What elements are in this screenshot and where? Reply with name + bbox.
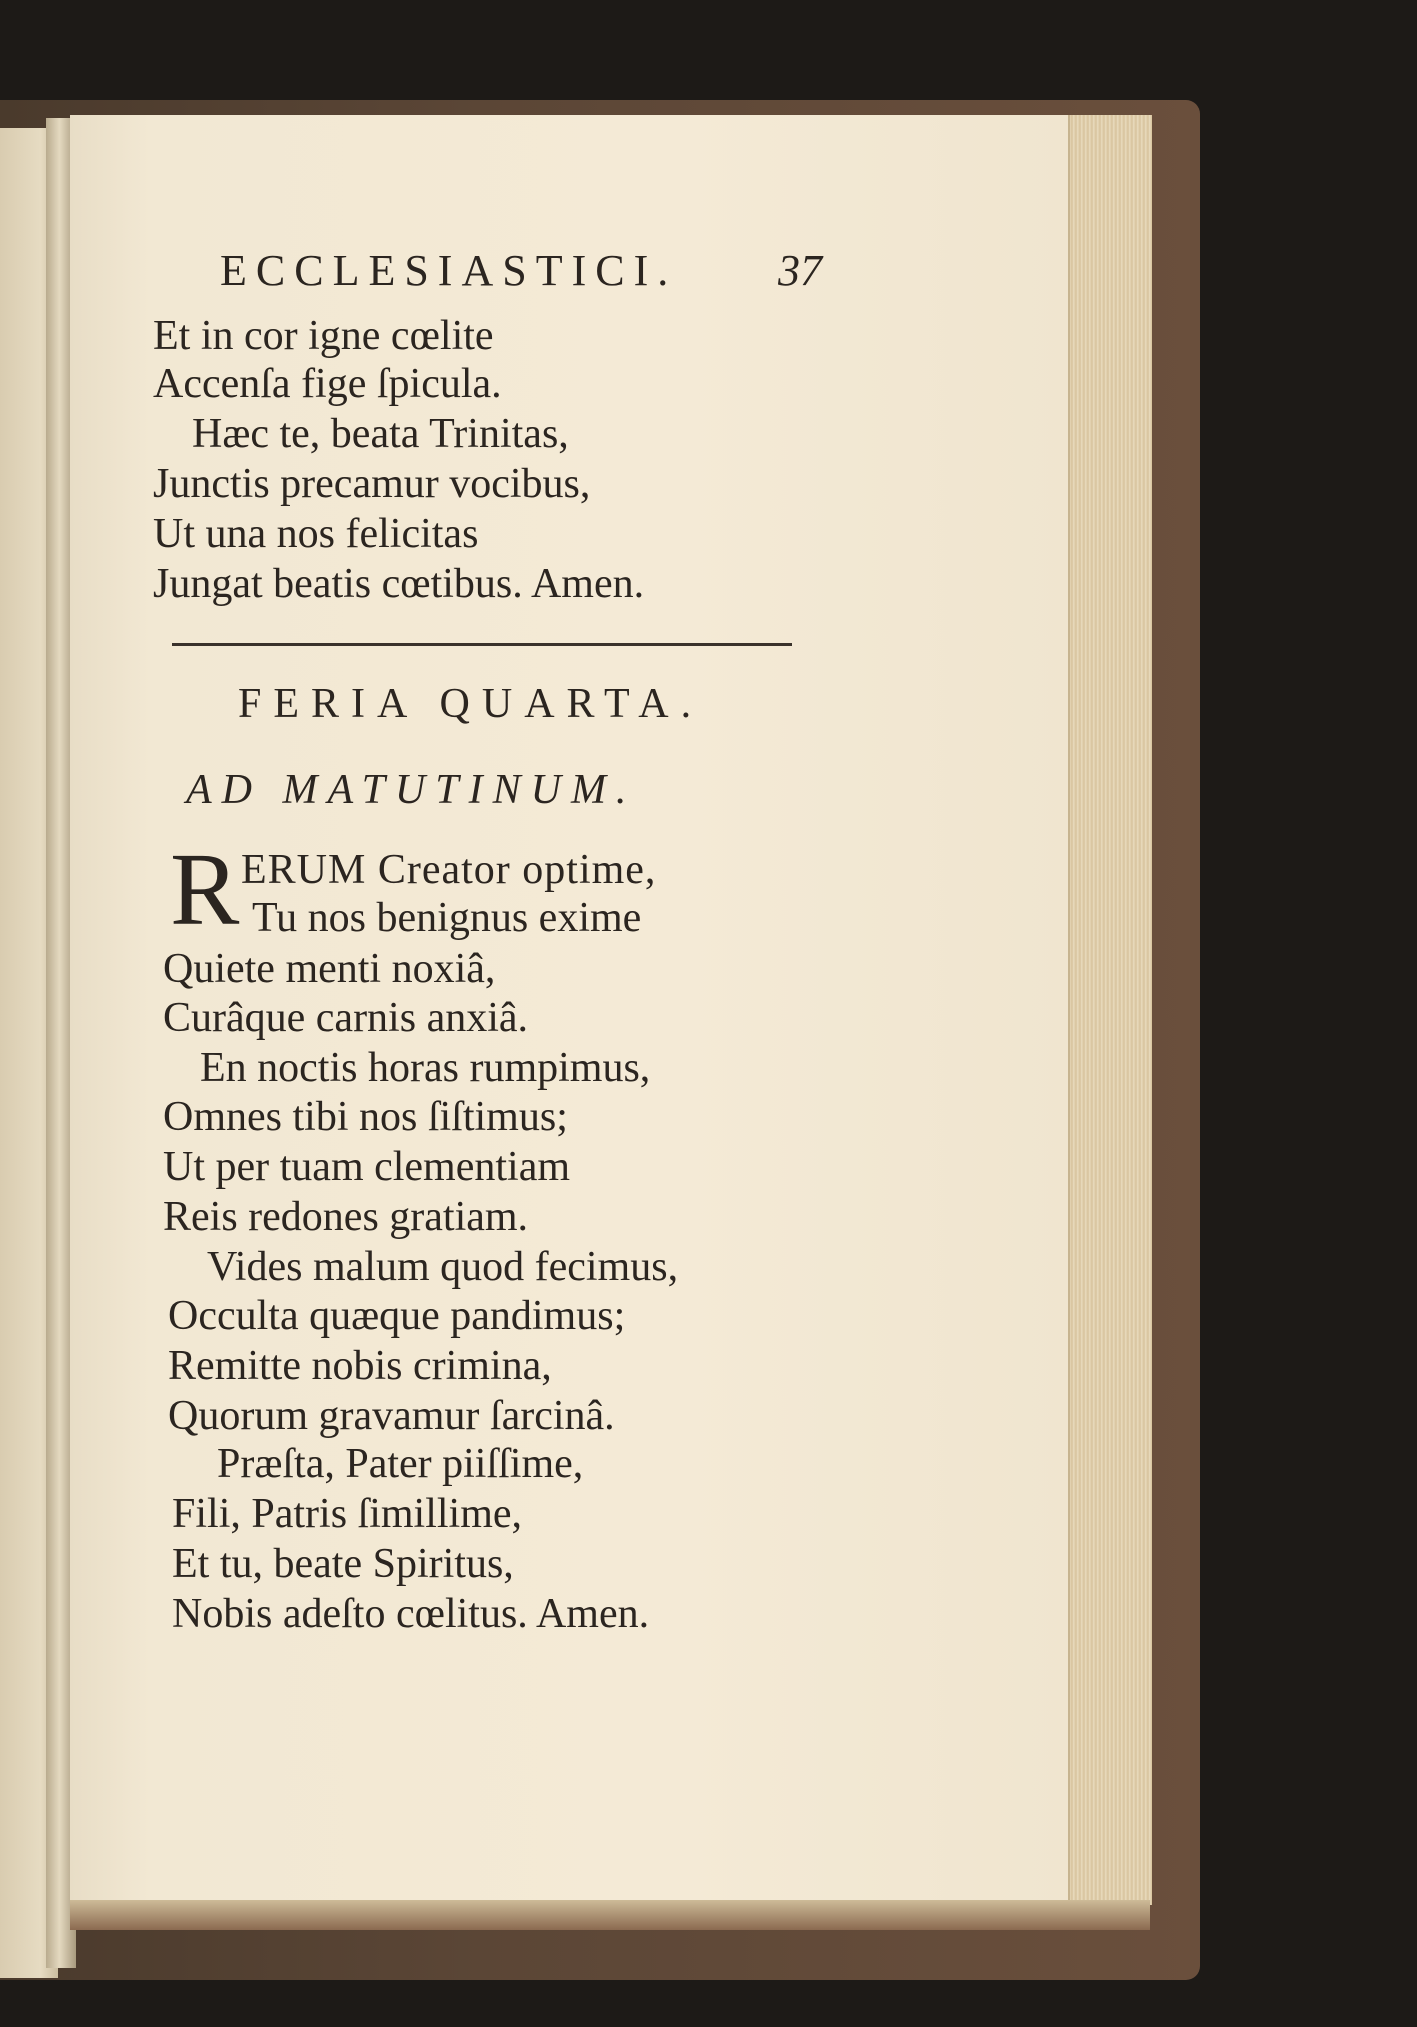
verse-line: Accenſa fige ſpicula. — [153, 361, 502, 407]
verse-line: Quiete menti noxiâ, — [163, 946, 496, 992]
verse-line: Quorum gravamur ſarcinâ. — [168, 1393, 615, 1439]
verse-line: Omnes tibi nos ſiſtimus; — [163, 1094, 568, 1140]
bottom-edge — [70, 1900, 1150, 1930]
running-header: ECCLESIASTICI. — [220, 246, 678, 295]
verse-line: Et tu, beate Spiritus, — [172, 1541, 514, 1587]
verse-line: Fili, Patris ſimillime, — [172, 1491, 523, 1537]
verse-line: Curâque carnis anxiâ. — [163, 995, 529, 1041]
verse-line: Reis redones gratiam. — [163, 1194, 529, 1240]
verse-line: Ut una nos felicitas — [153, 511, 479, 557]
verse-line: Junctis precamur vocibus, — [153, 461, 591, 507]
verse-line: Jungat beatis cœtibus. Amen. — [153, 561, 645, 607]
verse-line: Præſta, Pater piiſſime, — [217, 1441, 584, 1487]
verse-line-first: ERUM Creator optime, — [241, 847, 657, 893]
verse-line: Hæc te, beata Trinitas, — [192, 411, 569, 457]
verse-line: Vides malum quod fecimus, — [207, 1244, 679, 1290]
section-rule — [172, 643, 792, 646]
page-number: 37 — [778, 246, 822, 295]
section-subheading: AD MATUTINUM. — [186, 767, 637, 813]
verse-line: Ut per tuam clementiam — [163, 1144, 571, 1190]
verse-line: Occulta quæque pandimus; — [168, 1293, 626, 1339]
verse-line: Nobis adeſto cœlitus. Amen. — [172, 1591, 650, 1637]
verse-line: En noctis horas rumpimus, — [200, 1045, 651, 1091]
page-edges — [1068, 115, 1152, 1905]
verse-line: Tu nos benignus exime — [252, 895, 642, 941]
section-heading: FERIA QUARTA. — [238, 681, 704, 727]
verse-line: Remitte nobis crimina, — [168, 1343, 552, 1389]
verse-line: Et in cor igne cœlite — [153, 313, 494, 359]
drop-cap: R — [170, 832, 240, 947]
